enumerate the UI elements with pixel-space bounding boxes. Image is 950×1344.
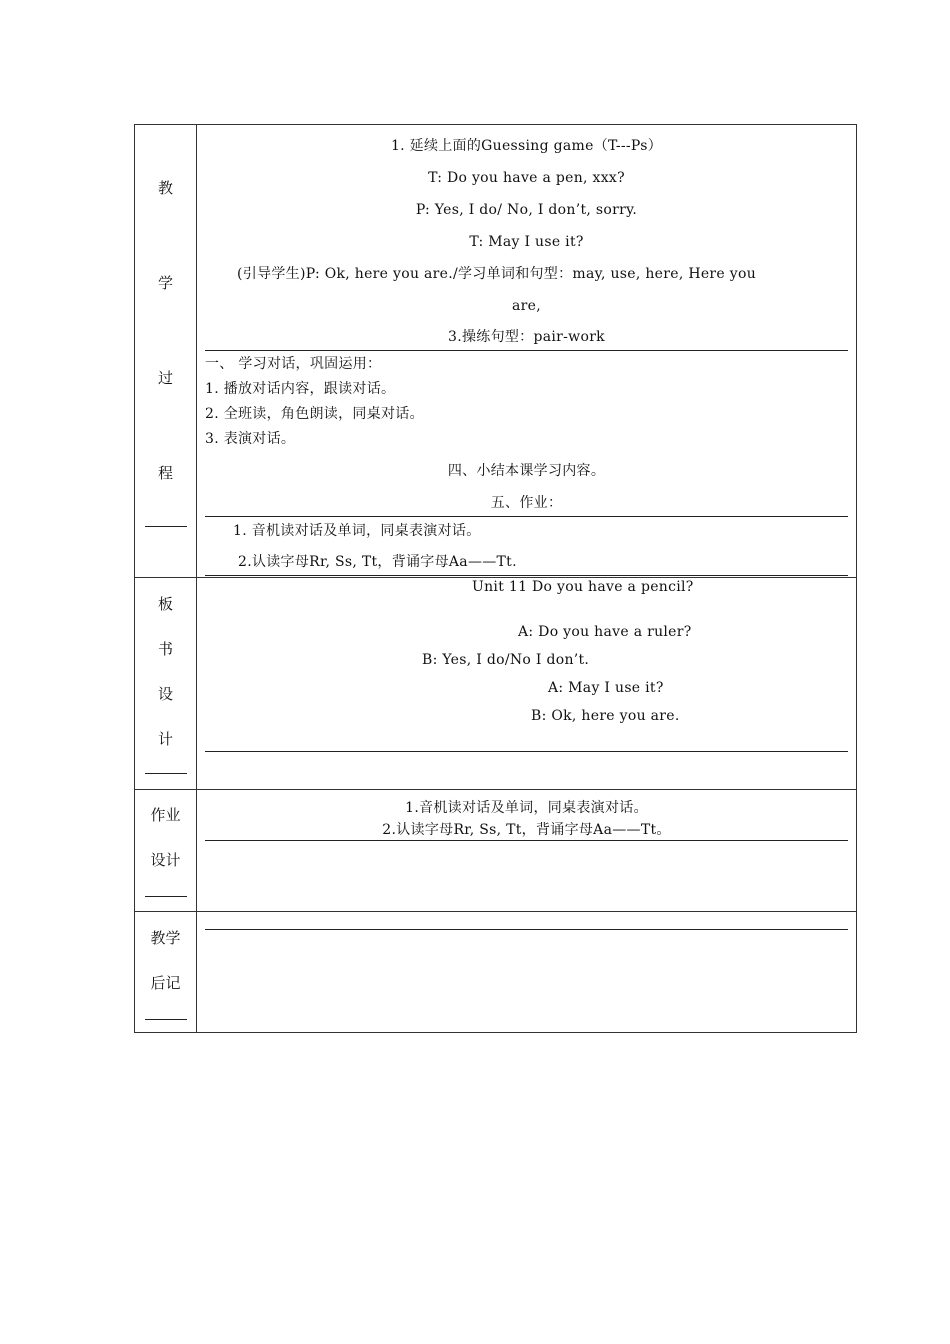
notes-row <box>135 912 856 1032</box>
process-line: 2.认读字母Rr, Ss, Tt，背诵字母Aa——Tt. <box>238 554 517 570</box>
process-line: P: Yes, I do/ No, I don’t, sorry. <box>415 202 638 218</box>
notes-label-cell <box>135 912 197 1032</box>
board-label-char: 设 <box>157 685 173 703</box>
board-row <box>135 578 856 790</box>
board-label-cell <box>135 578 197 789</box>
homework-line: 1.音机读对话及单词，同桌表演对话。 <box>405 800 648 816</box>
process-line: T: Do you have a pen, xxx? <box>428 170 625 186</box>
divider-line <box>205 751 848 752</box>
board-line: A: Do you have a ruler? <box>518 624 692 640</box>
process-line: 1. 音机读对话及单词，同桌表演对话。 <box>233 523 481 539</box>
homework-content-cell <box>197 790 856 911</box>
process-line: are, <box>512 298 541 314</box>
board-line: A: May I use it? <box>548 680 664 696</box>
label-underline <box>145 896 187 897</box>
divider-line <box>205 350 848 351</box>
notes-content-cell <box>197 912 856 1032</box>
board-content-cell <box>197 578 856 789</box>
process-line: 3. 表演对话。 <box>205 431 296 447</box>
process-line: 四、小结本课学习内容。 <box>447 463 606 479</box>
process-label-char: 过 <box>157 369 173 387</box>
board-title: Unit 11 Do you have a pencil? <box>472 579 694 595</box>
process-line: 1. 播放对话内容，跟读对话。 <box>205 381 396 397</box>
homework-label-text: 作业 <box>150 806 181 824</box>
notes-label-text: 后记 <box>150 974 181 992</box>
lesson-plan-table <box>134 124 857 1033</box>
homework-row <box>135 790 856 912</box>
label-underline <box>145 1019 187 1020</box>
homework-label-cell <box>135 790 197 911</box>
process-row <box>135 125 856 578</box>
board-line: B: Yes, I do/No I don’t. <box>422 652 590 668</box>
process-line: 3.操练句型：pair-work <box>448 329 605 345</box>
board-label-char: 板 <box>157 595 173 613</box>
process-line: 2. 全班读，角色朗读，同桌对话。 <box>205 406 424 422</box>
label-underline <box>145 526 187 527</box>
process-label-cell <box>135 125 197 577</box>
process-line: 五、作业： <box>490 495 563 511</box>
homework-label-text: 设计 <box>150 851 181 869</box>
board-line: B: Ok, here you are. <box>531 708 680 724</box>
process-line: (引导学生)P: Ok, here you are./学习单词和句型：may, use, here, Here you <box>237 266 757 282</box>
process-line: 一、 学习对话，巩固运用： <box>205 356 382 372</box>
process-label-char: 程 <box>157 464 173 482</box>
label-underline <box>145 773 187 774</box>
divider-line <box>205 929 848 930</box>
homework-line: 2.认读字母Rr, Ss, Tt，背诵字母Aa——Tt。 <box>382 822 671 838</box>
board-label-char: 计 <box>157 730 173 748</box>
notes-label-text: 教学 <box>150 929 181 947</box>
process-line: 1. 延续上面的Guessing game（T---Ps） <box>390 138 663 154</box>
divider-line <box>205 840 848 841</box>
board-label-char: 书 <box>157 640 173 658</box>
divider-line <box>205 575 848 576</box>
divider-line <box>205 516 848 517</box>
process-content-cell <box>197 125 856 577</box>
process-label-char: 教 <box>157 179 173 197</box>
process-label-char: 学 <box>157 274 173 292</box>
process-line: T: May I use it? <box>469 234 584 250</box>
